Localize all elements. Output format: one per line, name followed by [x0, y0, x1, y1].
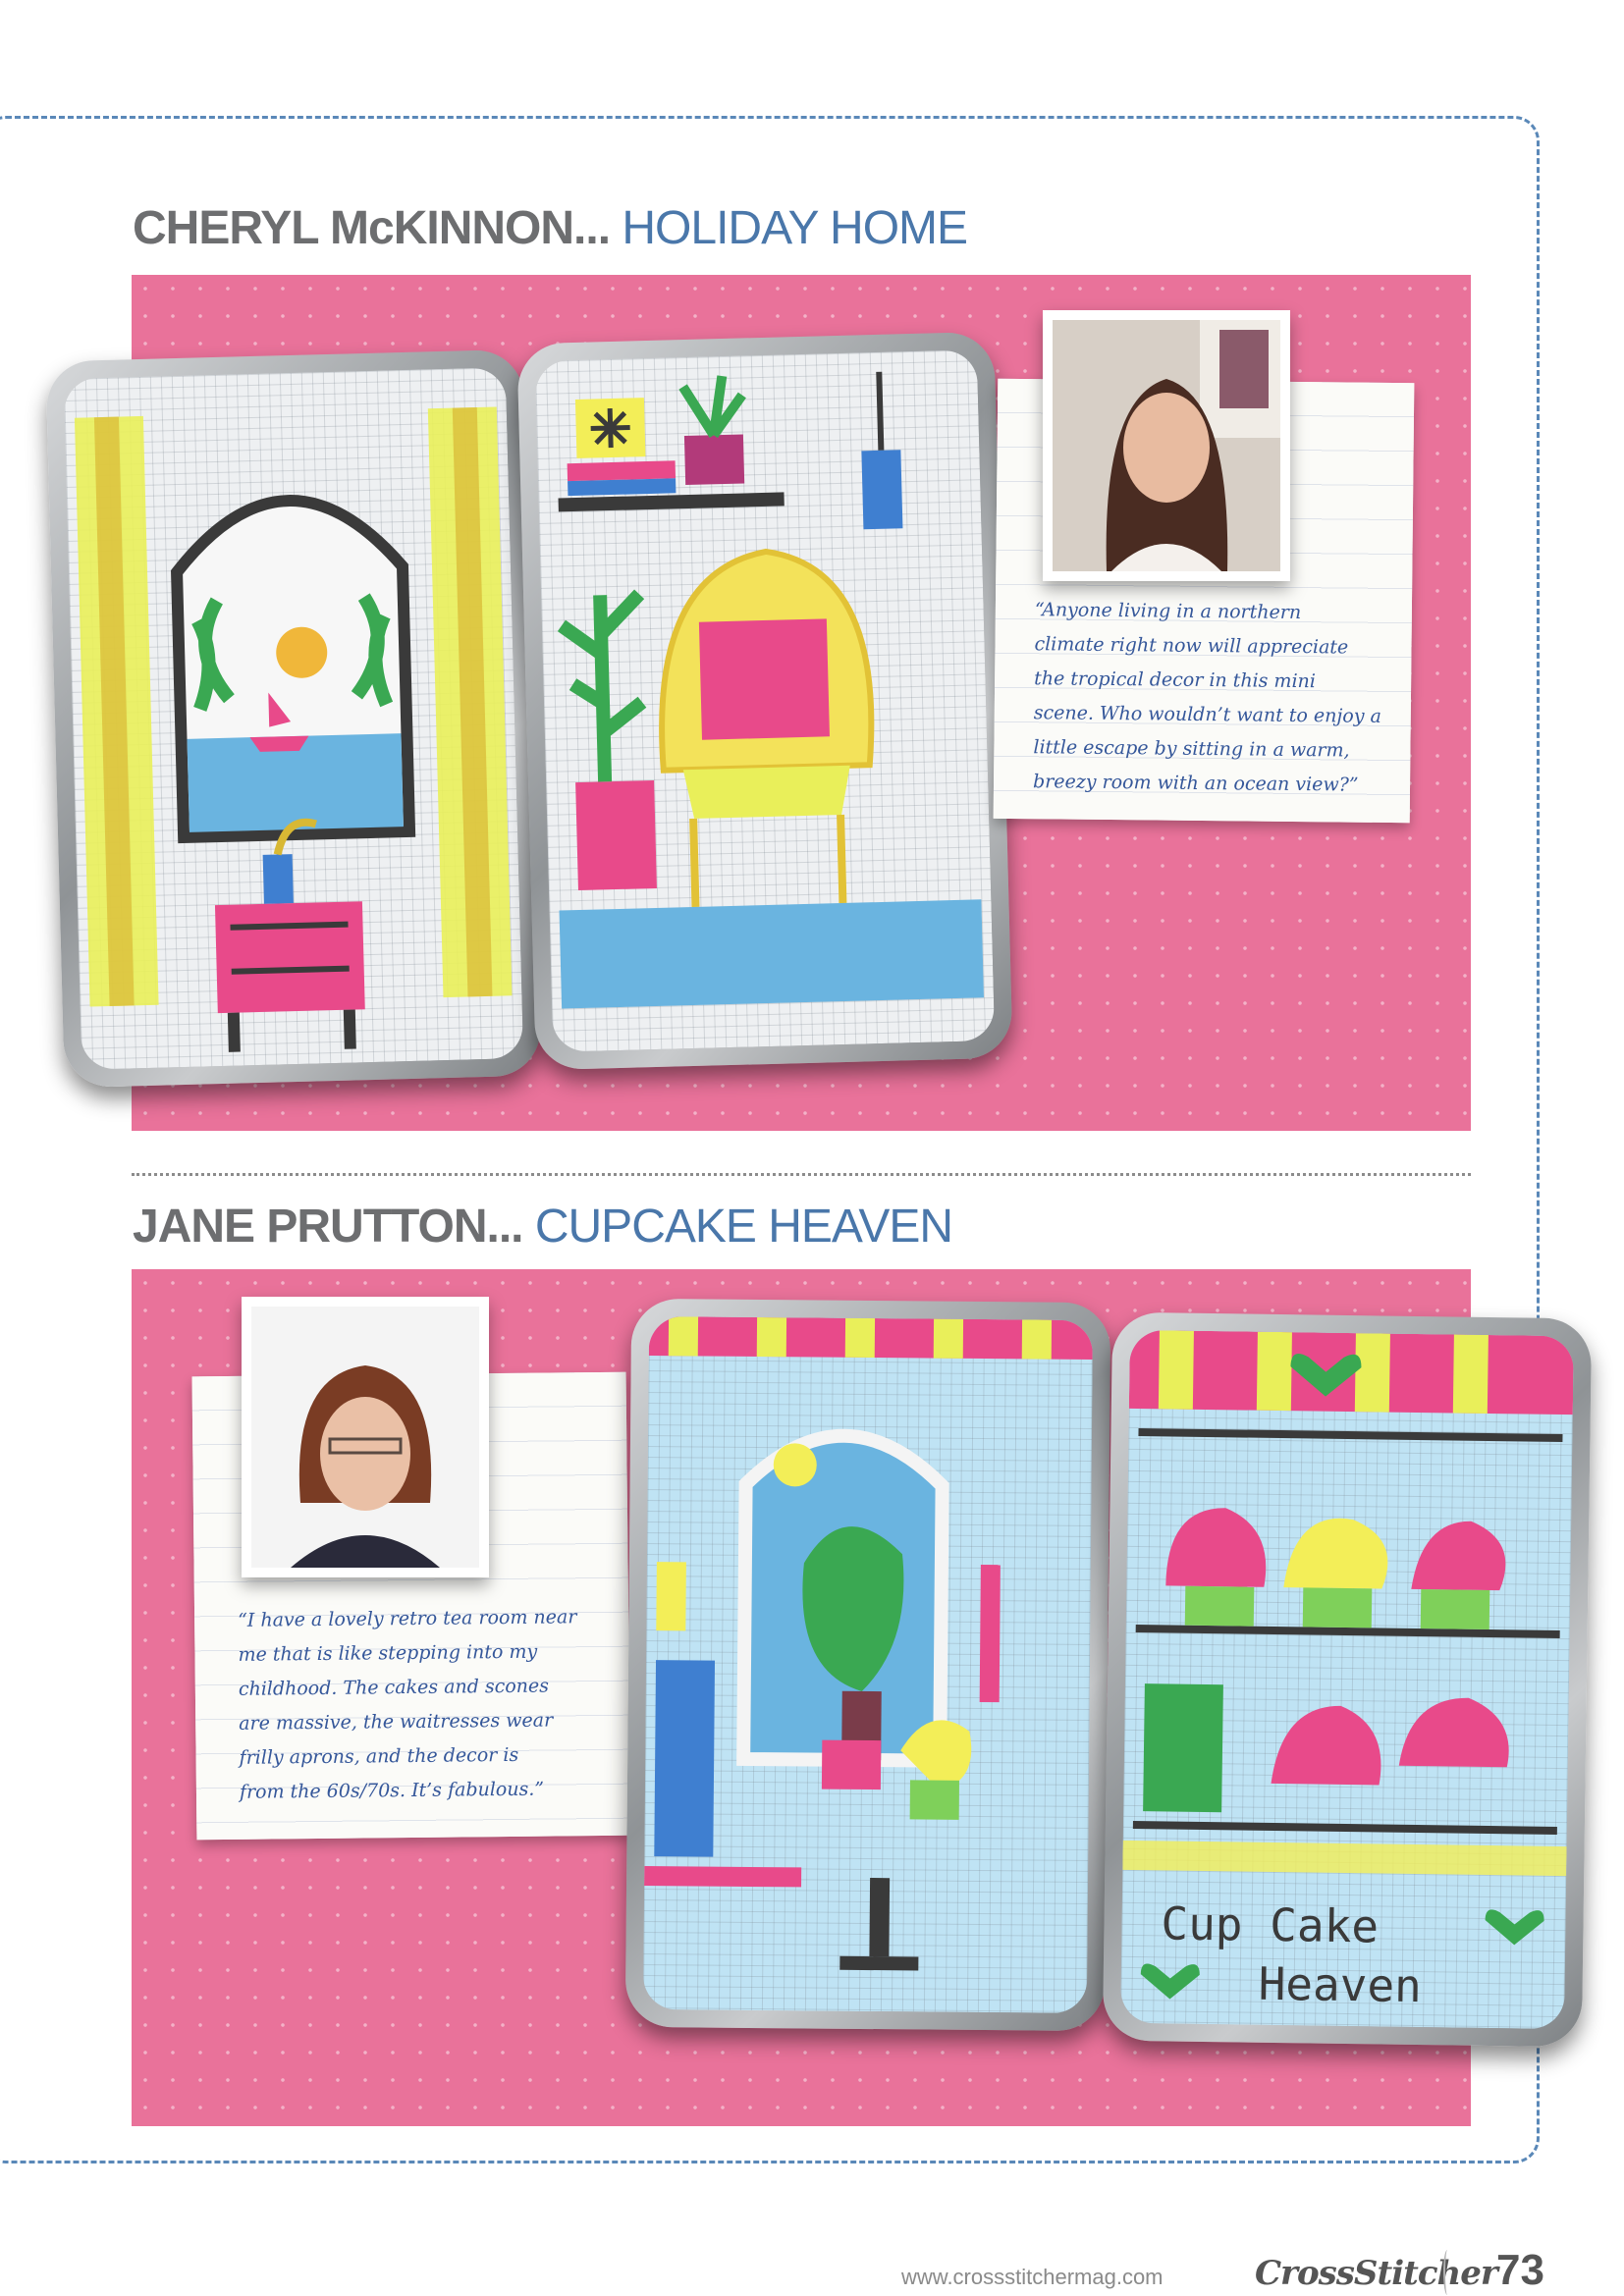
- website-url: www.crossstitchermag.com: [901, 2265, 1164, 2289]
- section-heading-cupcake-heaven: [133, 1200, 952, 1254]
- quote-text: “Anyone living in a northern climate right now will appreciate the tropical decor in this mini scene. Who wouldn’t want to enjoy a little escape by sitting in a warm, breezy room with an ocean view?”: [1032, 599, 1381, 796]
- footer-separator: [1443, 2250, 1451, 2295]
- cross-stitch-window-scene: [64, 367, 523, 1070]
- tin-left-holiday: [45, 349, 541, 1088]
- stitched-scene-window: [64, 367, 523, 1070]
- design-title: CUPCAKE HEAVEN: [534, 1201, 953, 1253]
- stitched-scene-living-room: [535, 349, 995, 1052]
- designer-photo-cheryl: [1043, 310, 1290, 581]
- tin-right-cupcake: [1103, 1312, 1592, 2048]
- magazine-logo: CrossStitcher: [1255, 2254, 1497, 2293]
- designer-name: JANE PRUTTON...: [133, 1201, 523, 1253]
- tin-right-holiday: [516, 332, 1012, 1070]
- stitched-scene-cupcake-shop: [1120, 1330, 1574, 2029]
- stitched-sign-text: Cup Cake: [1161, 1896, 1380, 1953]
- tin-left-cupcake: [625, 1299, 1110, 2031]
- section-divider: [132, 1173, 1471, 1176]
- portrait-image: [1053, 320, 1280, 571]
- cross-stitch-chair-scene: [535, 349, 995, 1052]
- design-title: HOLIDAY HOME: [622, 202, 968, 254]
- section-heading-holiday-home: [133, 201, 967, 255]
- portrait-image: [251, 1307, 479, 1568]
- designer-name: CHERYL McKINNON...: [133, 202, 611, 254]
- stitched-sign-text-2: Heaven: [1258, 1956, 1423, 2013]
- designer-photo-jane: [242, 1297, 489, 1577]
- cross-stitch-tea-room-scene: [643, 1316, 1093, 2013]
- stitched-scene-tea-room: [643, 1316, 1093, 2013]
- quote-text: “I have a lovely retro tea room near me that is like stepping into my childhood. The cakes and scones are massive, the waitresses wear frilly aprons, and the decor is from the 60s/70s. It’s fabulous.”: [238, 1606, 577, 1803]
- page-number: 73: [1496, 2246, 1544, 2294]
- cross-stitch-cupcake-scene: [1120, 1330, 1574, 2029]
